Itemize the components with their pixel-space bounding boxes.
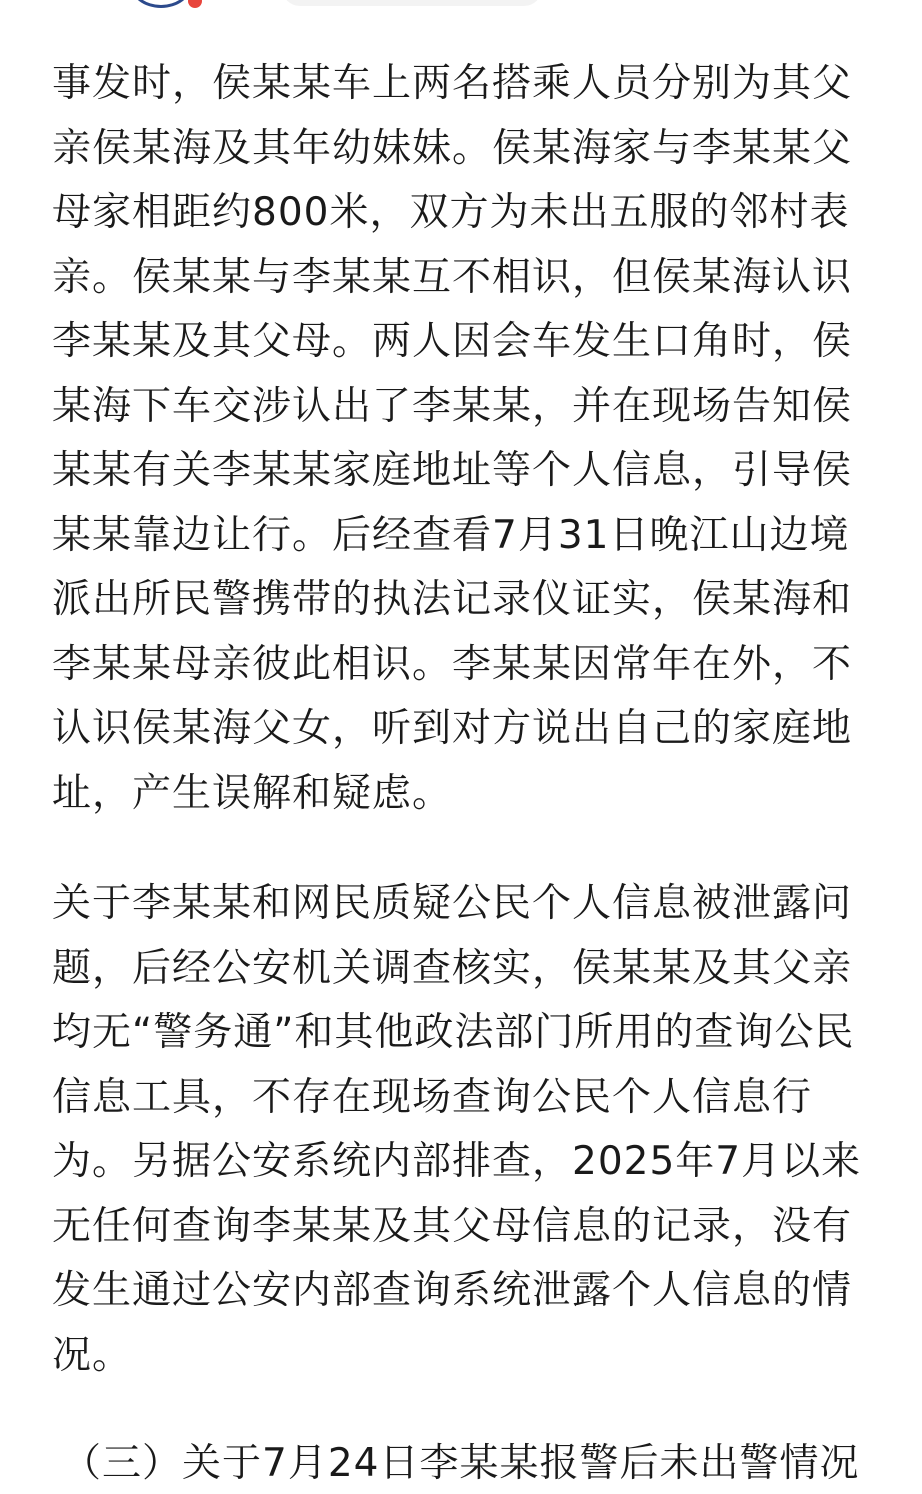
notification-badge	[188, 0, 202, 8]
top-app-bar-edge	[0, 0, 922, 12]
section-heading: （三）关于7月24日李某某报警后未出警情况	[62, 1441, 860, 1486]
avatar[interactable]	[130, 0, 192, 8]
article-body	[52, 52, 882, 1494]
article-paragraph-2: 关于李某某和网民质疑公民个人信息被泄露问题，后经公安机关调查核实，侯某某及其父亲均无“警务通”和其他政法部门所用的查询公民信息工具，不存在现场查询公民个人信息行为。另据公安系统内部排查，2025年7月以来无任何查询李某某及其父母信息的记录，没有发生通过公安内部查询系统泄露个人信息的情况。	[52, 881, 862, 1378]
search-bar[interactable]	[282, 0, 542, 6]
article-paragraph-1: 事发时，侯某某车上两名搭乘人员分别为其父亲侯某海及其年幼妹妹。侯某海家与李某某父母家相距约800米，双方为未出五服的邻村表亲。侯某某与李某某互不相识，但侯某海认识李某某及其父母。两人因会车发生口角时，侯某海下车交涉认出了李某某，并在现场告知侯某某有关李某某家庭地址等个人信息，引导侯某某靠边让行。后经查看7月31日晚江山边境派出所民警携带的执法记录仪证实，侯某海和李某某母亲彼此相识。李某某因常年在外，不认识侯某海父女，听到对方说出自己的家庭地址，产生误解和疑虑。	[52, 61, 853, 816]
